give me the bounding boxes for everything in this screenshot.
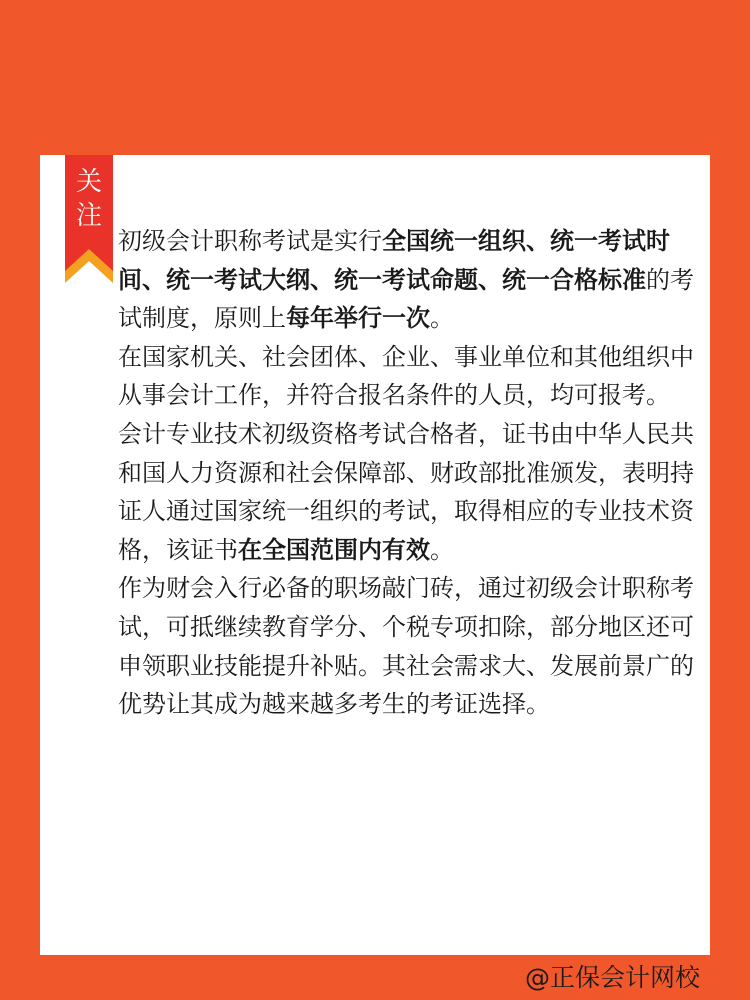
ribbon-label [65,165,113,233]
text-run: 初级会计职称考试是实行 [118,227,382,255]
follow-ribbon-badge[interactable] [65,155,113,283]
text-run: 会计专业技术初级资格考试合格者，证书由中华人民共和国人力资源和社会保障部、财政部批准颁发，表明持证人通过国家统一组织的考试，取得相应的专业技术资格，该证书 [118,419,694,564]
text-run-bold: 每年举行一次 [286,304,430,333]
paragraph-eligibility [118,338,696,415]
text-run: 。 [430,304,454,333]
text-run-bold: 在全国范围内有效 [238,535,430,564]
footer-brand-handle: @正保会计网校 [524,963,700,992]
paragraph-exam-system [118,222,696,338]
text-run: 。 [430,535,454,564]
text-run: 的考试制度，原则上 [118,265,694,333]
paragraph-benefits [118,569,696,723]
ribbon-char-2: 注 [75,201,102,231]
text-run: 在国家机关、社会团体、企业、事业单位和其他组织中从事会计工作，并符合报名条件的人员，均可报考。 [118,342,694,410]
text-run: 作为财会入行必备的职场敲门砖，通过初级会计职称考试，可抵继续教育学分、个税专项扣除，部分地区还可申领职业技能提升补贴。其社会需求大、发展前景广的优势让其成为越来越多考生的考证选择。 [118,574,694,719]
paragraph-certificate [118,415,696,569]
ribbon-char-1: 关 [75,167,102,197]
article-body [118,222,696,724]
content-card [40,155,710,955]
text-run-bold: 全国统一组织、统一考试时间、统一考试大纲、统一考试命题、统一合格标准 [118,227,670,294]
